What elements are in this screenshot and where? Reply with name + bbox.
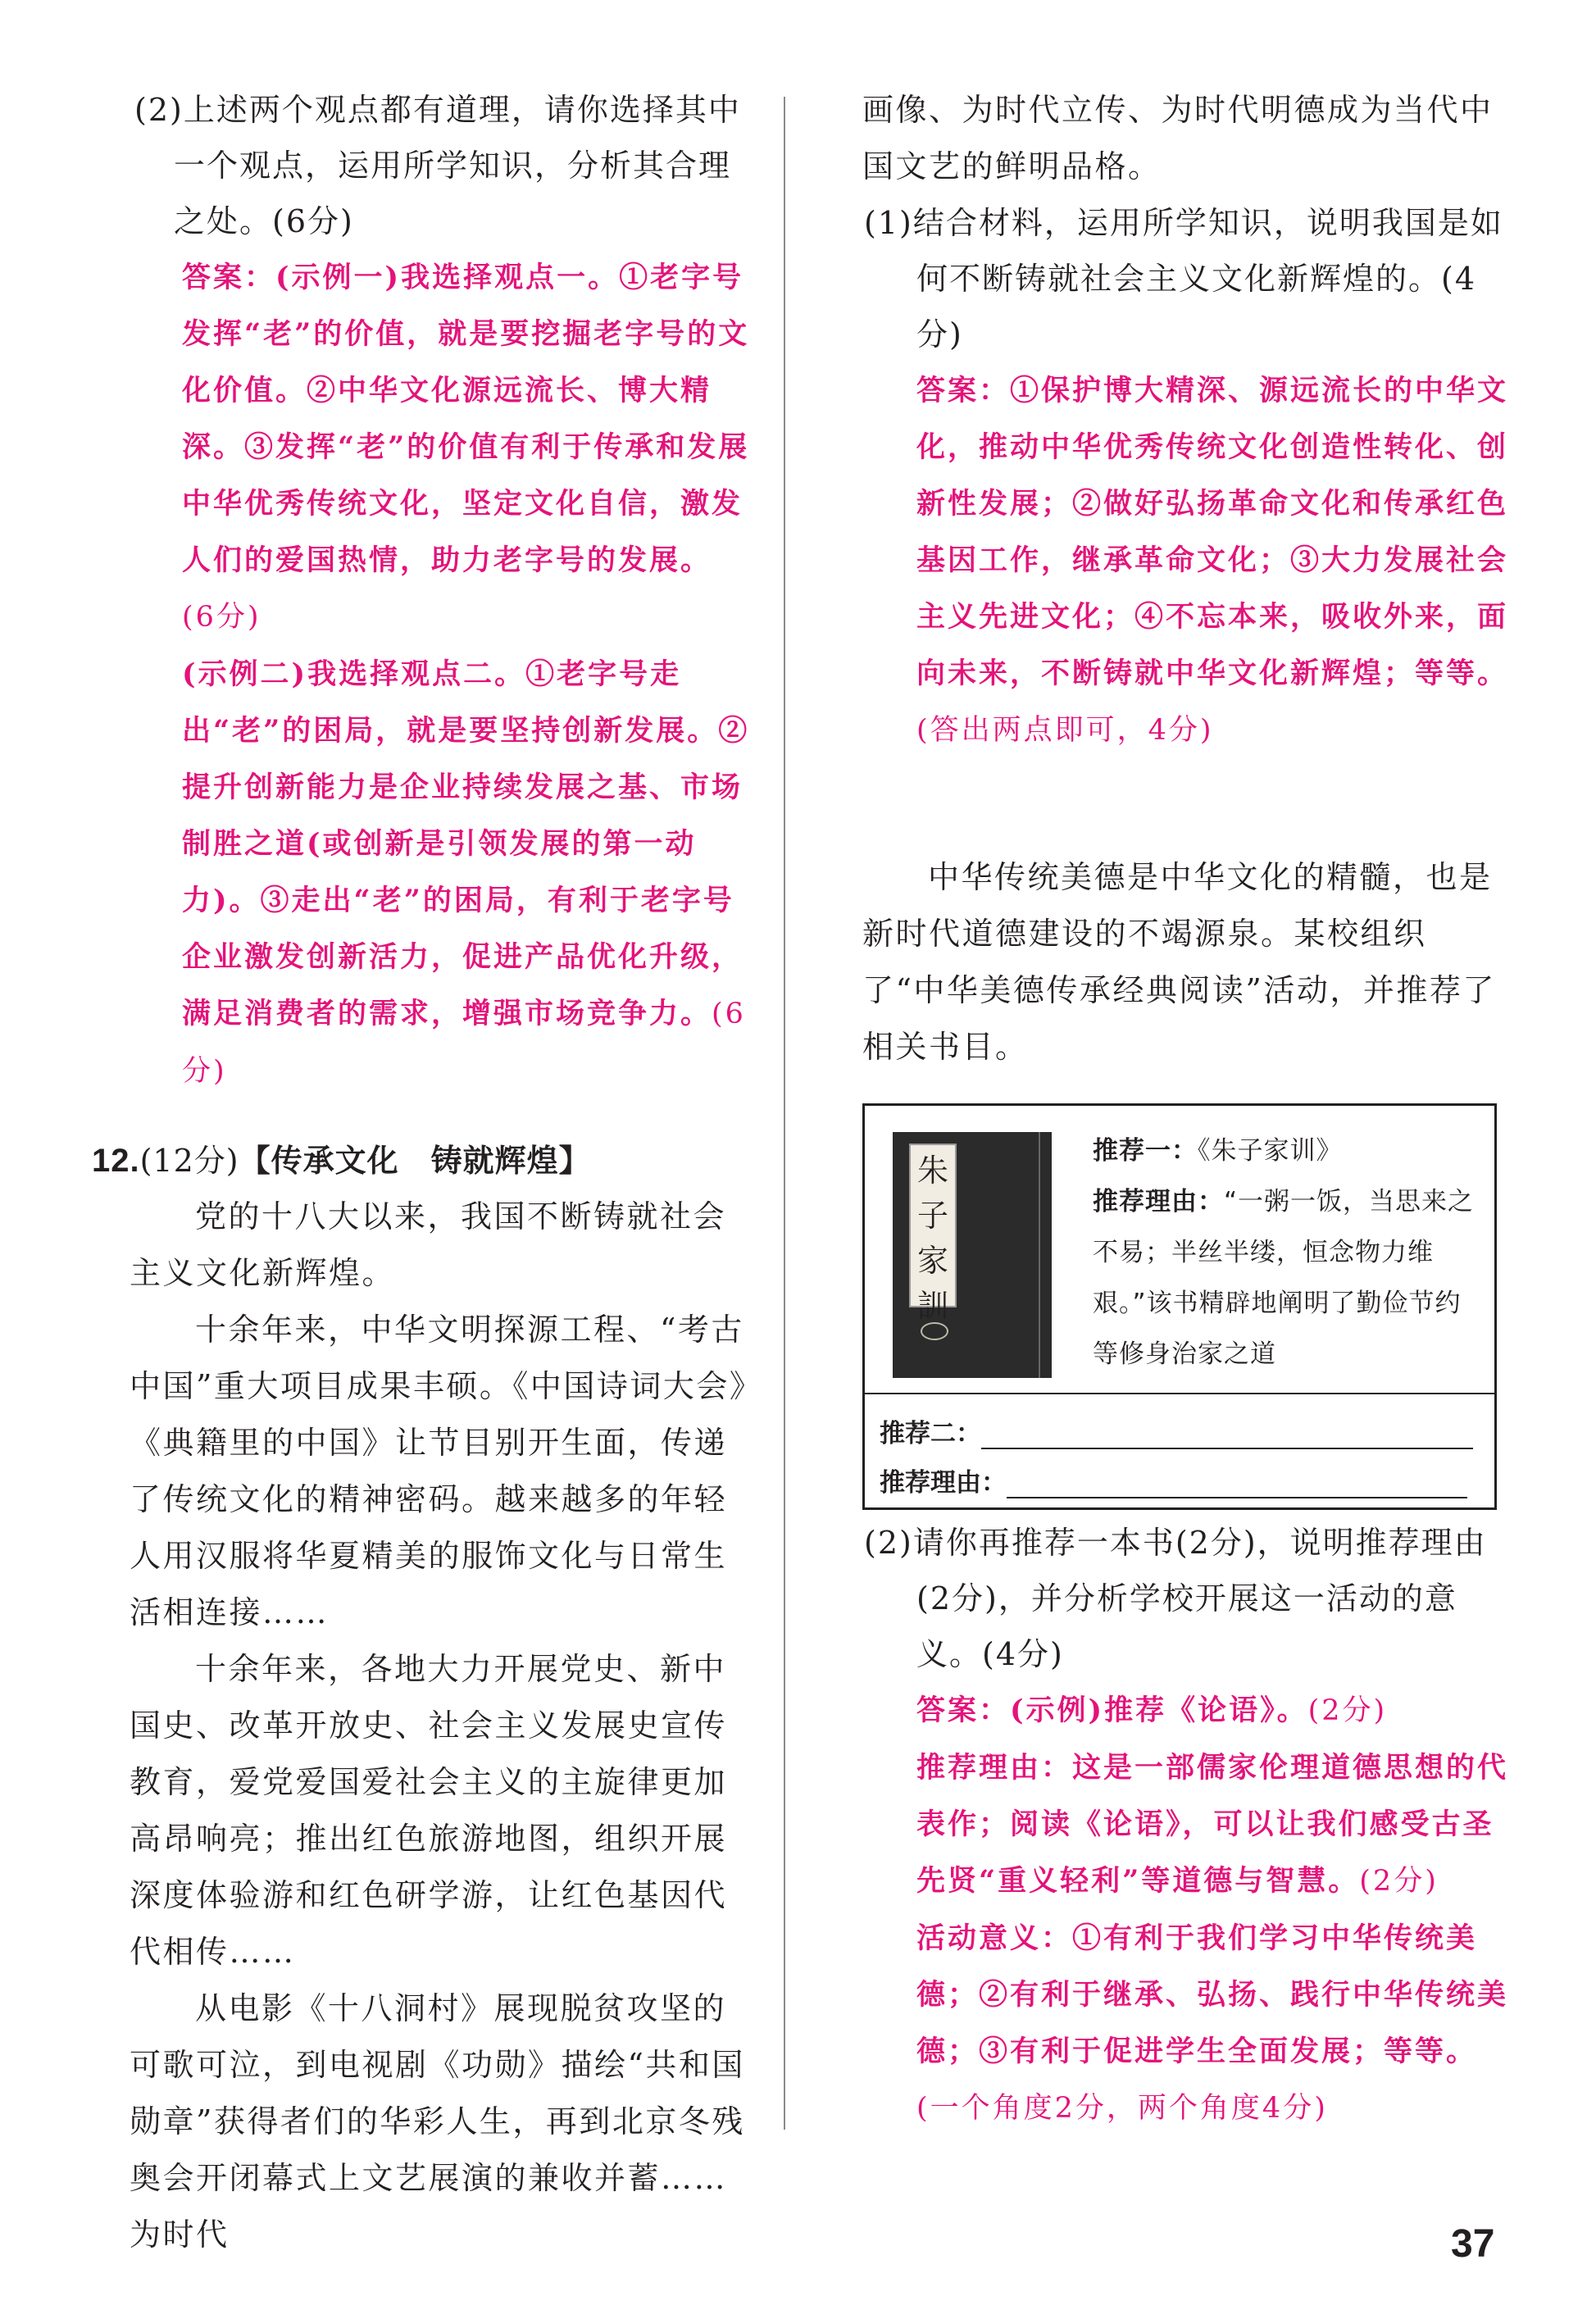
book-cover-title xyxy=(909,1144,957,1324)
cover-char: 家 xyxy=(916,1243,948,1279)
rec2-label: 推荐二： xyxy=(880,1419,981,1448)
material-paragraph-2: 十余年来，中华文明探源工程、“考古中国”重大项目成果丰硕。《中国诗词大会》《典籍里的中国》让节目别开生面，传递了传统文化的精神密码。越来越多的年轻人用汉服将华夏精美的服饰文化与日常生活相连接…… xyxy=(130,1312,748,1630)
left-column xyxy=(92,82,756,2263)
answer-score: (答出两点即可，4分) xyxy=(916,714,1214,747)
answer-text: 活动意义：①有利于我们学习中华传统美德；②有利于继承、弘扬、践行中华传统美德；③有利于促进学生全面发展；等等。 xyxy=(916,1921,1509,2068)
answer-example-2 xyxy=(92,646,756,1100)
blank-line xyxy=(1007,1472,1467,1498)
table-separator xyxy=(865,1393,1494,1394)
answer-text: (示例二)我选择观点二。①老字号走出“老”的困局，就是要坚持创新发展。②提升创新能力是企业持续发展之基、市场制胜之道(或创新是引领发展的第一动力)。③走出“老”的困局，有利于老字号企业激发创新活力，促进产品优化升级，满足消费者的需求，增强市场竞争力。 xyxy=(182,657,750,1030)
material-paragraph-4: 从电影《十八洞村》展现脱贫攻坚的可歌可泣，到电视剧《功勋》描绘“共和国勋章”获得者们的华彩人生，再到北京冬残奥会开闭幕式上文艺展演的兼收并蓄……为时代 xyxy=(130,1990,745,2253)
question-score: (12分) xyxy=(139,1143,239,1179)
cover-char: 朱 xyxy=(916,1153,948,1189)
answer-example-1 xyxy=(92,249,756,646)
book-binding xyxy=(1039,1132,1040,1378)
answer-2a xyxy=(862,1682,1510,1739)
answer-text: 答案：①保护博大精深、源远流长的中华文化，推动中华优秀传统文化创造性转化、创新性发展；②做好弘扬革命文化和传承红色基因工作，继承革命文化；③大力发展社会主义先进文化；④不忘本来，吸收外来，面向未来，不断铸就中华文化新辉煌；等等。 xyxy=(916,374,1509,690)
rec2-reason-label: 推荐理由： xyxy=(880,1468,1007,1498)
answer-score: (6分) xyxy=(182,601,261,634)
answer-score: (2分) xyxy=(1307,1694,1388,1727)
recommendation-1 xyxy=(1093,1125,1478,1380)
answer-text: 答案：(示例)推荐《论语》。 xyxy=(916,1694,1308,1727)
recommendation-2-reason-line xyxy=(880,1462,1467,1498)
cover-emblem-icon xyxy=(921,1322,948,1340)
question-1: (1)结合材料，运用所学知识，说明我国是如何不断铸就社会主义文化新辉煌的。(4分) xyxy=(864,205,1503,352)
answer-score: (6分) xyxy=(182,998,746,1088)
question-12-heading xyxy=(92,1133,756,1189)
book-cover-image xyxy=(893,1132,1052,1378)
cover-char: 訓 xyxy=(916,1288,948,1324)
answer-score: (一个角度2分，两个角度4分) xyxy=(916,2092,1328,2125)
question-number: 12. xyxy=(92,1143,140,1179)
material-paragraph-3: 十余年来，各地大力开展党史、新中国史、改革开放史、社会主义发展史宣传教育，爱党爱国爱社会主义的主旋律更加高昂响亮；推出红色旅游地图，组织开展深度体验游和红色研学游，让红色基因代代相传…… xyxy=(130,1651,728,1970)
cover-char: 子 xyxy=(916,1198,948,1234)
recommendation-2-line xyxy=(880,1412,1473,1449)
answer-2c xyxy=(862,1910,1510,2137)
rec1-book: 《朱子家训》 xyxy=(1198,1136,1343,1166)
column-divider xyxy=(784,97,785,2130)
right-column xyxy=(862,82,1510,2137)
rec1-reason: “一粥一饭，当思来之不易；半丝半缕，恒念物力维艰。”该书精辟地阐明了勤俭节约等修身治家之道 xyxy=(1093,1187,1475,1369)
answer-2b xyxy=(862,1739,1510,1910)
page-number: 37 xyxy=(1451,2222,1495,2266)
answer-score: (2分) xyxy=(1359,1865,1439,1898)
question-topic: 【传承文化 铸就辉煌】 xyxy=(239,1143,591,1179)
rec1-label: 推荐一： xyxy=(1093,1136,1198,1166)
rec1-reason-label: 推荐理由： xyxy=(1093,1187,1224,1216)
material-paragraph-1: 党的十八大以来，我国不断铸就社会主义文化新辉煌。 xyxy=(130,1198,727,1291)
blank-line xyxy=(981,1423,1473,1449)
answer-question-1 xyxy=(862,362,1510,759)
answer-text: 推荐理由：这是一部儒家伦理道德思想的代表作；阅读《论语》，可以让我们感受古圣先贤“重义轻利”等道德与智慧。 xyxy=(916,1751,1509,1898)
intro-paragraph: 中华传统美德是中华文化的精髓，也是新时代道德建设的不竭源泉。某校组织了“中华美德传承经典阅读”活动，并推荐了相关书目。 xyxy=(862,859,1496,1065)
question-2-right: (2)请你再推荐一本书(2分)，说明推荐理由(2分)，并分析学校开展这一活动的意义。(4分) xyxy=(864,1525,1487,1672)
material-continuation: 画像、为时代立传、为时代明德成为当代中国文艺的鲜明品格。 xyxy=(862,92,1494,184)
recommendation-table xyxy=(862,1103,1497,1510)
question-2: (2)上述两个观点都有道理，请你选择其中一个观点，运用所学知识，分析其合理之处。(6分) xyxy=(134,92,741,239)
answer-text: 答案：(示例一)我选择观点一。①老字号发挥“老”的价值，就是要挖掘老字号的文化价值。②中华文化源远流长、博大精深。③发挥“老”的价值有利于传承和发展中华优秀传统文化，坚定文化自信，激发人们的爱国热情，助力老字号的发展。 xyxy=(182,261,750,577)
